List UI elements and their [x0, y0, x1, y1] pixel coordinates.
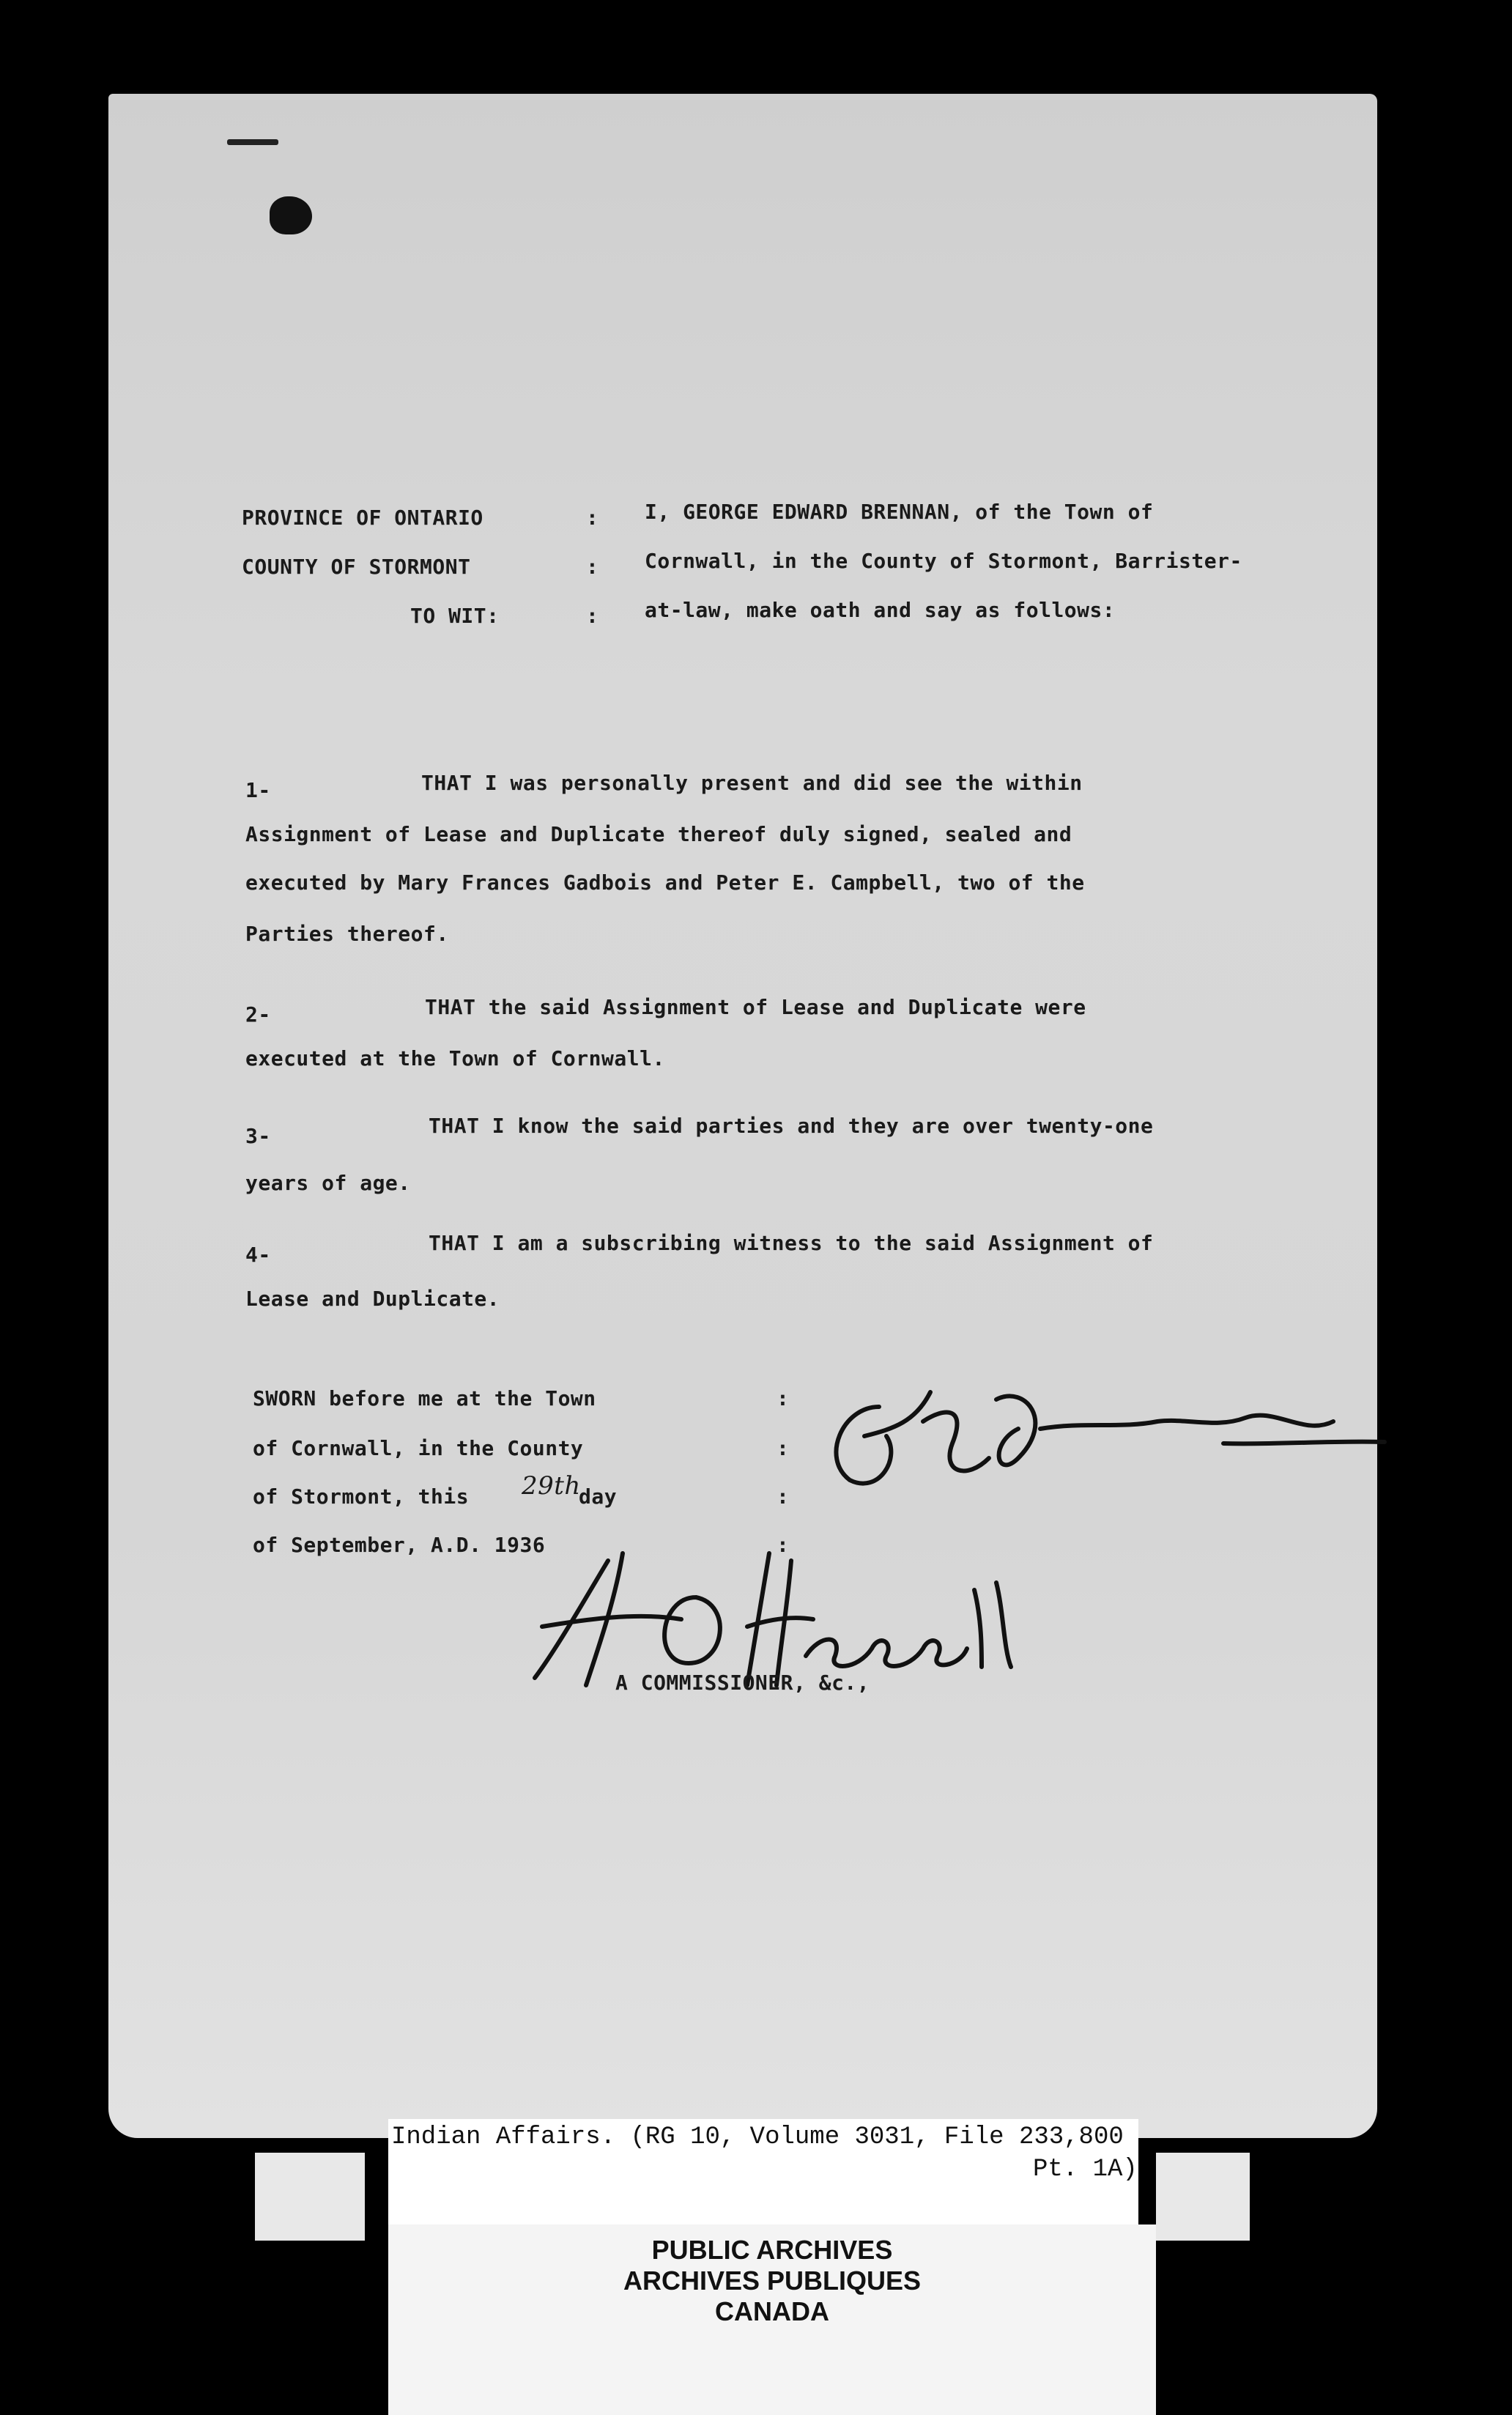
separator: :: [777, 1436, 789, 1460]
stamp-line: ARCHIVES PUBLIQUES: [623, 2266, 922, 2296]
to-wit-label: TO WIT:: [410, 604, 500, 628]
intro-line: I, GEORGE EDWARD BRENNAN, of the Town of: [645, 500, 1154, 524]
paragraph-line: THAT I am a subscribing witness to the said Assignment of: [429, 1231, 1154, 1255]
commissioner-title: A COMMISSIONER, &c.,: [615, 1671, 870, 1695]
paragraph-number: 2-: [245, 1002, 271, 1027]
paragraph-line: executed at the Town of Cornwall.: [245, 1046, 665, 1070]
paragraph-number: 3-: [245, 1124, 271, 1148]
separator: :: [777, 1386, 789, 1410]
paragraph-number: 4-: [245, 1243, 271, 1267]
separator: :: [777, 1484, 789, 1509]
county-label: COUNTY OF STORMONT: [242, 555, 471, 579]
paragraph-line: THAT the said Assignment of Lease and Duplicate were: [425, 995, 1086, 1019]
jurat-line: of September, A.D. 1936: [253, 1533, 546, 1557]
scan-mark: [227, 139, 278, 145]
paragraph-line: THAT I know the said parties and they are over twenty-one: [429, 1114, 1154, 1138]
separator: :: [586, 555, 598, 579]
source-line: Pt. 1A): [1033, 2156, 1138, 2183]
stamp-line: CANADA: [715, 2296, 829, 2326]
paragraph-line: Assignment of Lease and Duplicate thereof duly signed, sealed and: [245, 822, 1072, 846]
jurat-line: of Cornwall, in the County: [253, 1436, 584, 1460]
jurat-line: SWORN before me at the Town: [253, 1386, 596, 1410]
jurat-line: day: [579, 1484, 618, 1509]
paragraph-line: Lease and Duplicate.: [245, 1287, 500, 1311]
paragraph-line: Parties thereof.: [245, 922, 449, 946]
archives-stamp: [388, 2224, 1156, 2415]
jurat-line: of Stormont, this: [253, 1484, 470, 1509]
paragraph-line: THAT I was personally present and did see the within: [421, 771, 1083, 795]
separator: :: [586, 604, 598, 628]
label-backing: [1156, 2153, 1250, 2241]
source-label: [388, 2119, 1138, 2224]
commissioner-signature: [513, 1539, 1040, 1693]
paragraph-line: years of age.: [245, 1171, 411, 1195]
separator: :: [777, 1533, 789, 1557]
handwritten-day: 29th: [522, 1471, 581, 1501]
intro-line: at-law, make oath and say as follows:: [645, 598, 1116, 622]
paragraph-number: 1-: [245, 778, 271, 802]
label-backing: [255, 2153, 365, 2241]
intro-line: Cornwall, in the County of Stormont, Barrister-: [645, 549, 1242, 573]
deponent-signature: [777, 1377, 1392, 1509]
separator: :: [586, 506, 598, 530]
paragraph-line: executed by Mary Frances Gadbois and Peter E. Campbell, two of the: [245, 870, 1085, 895]
stamp-line: PUBLIC ARCHIVES: [651, 2235, 893, 2265]
punch-hole-mark: [270, 196, 312, 234]
province-label: PROVINCE OF ONTARIO: [242, 506, 483, 530]
source-line: Indian Affairs. (RG 10, Volume 3031, File 233,800: [391, 2123, 1124, 2151]
